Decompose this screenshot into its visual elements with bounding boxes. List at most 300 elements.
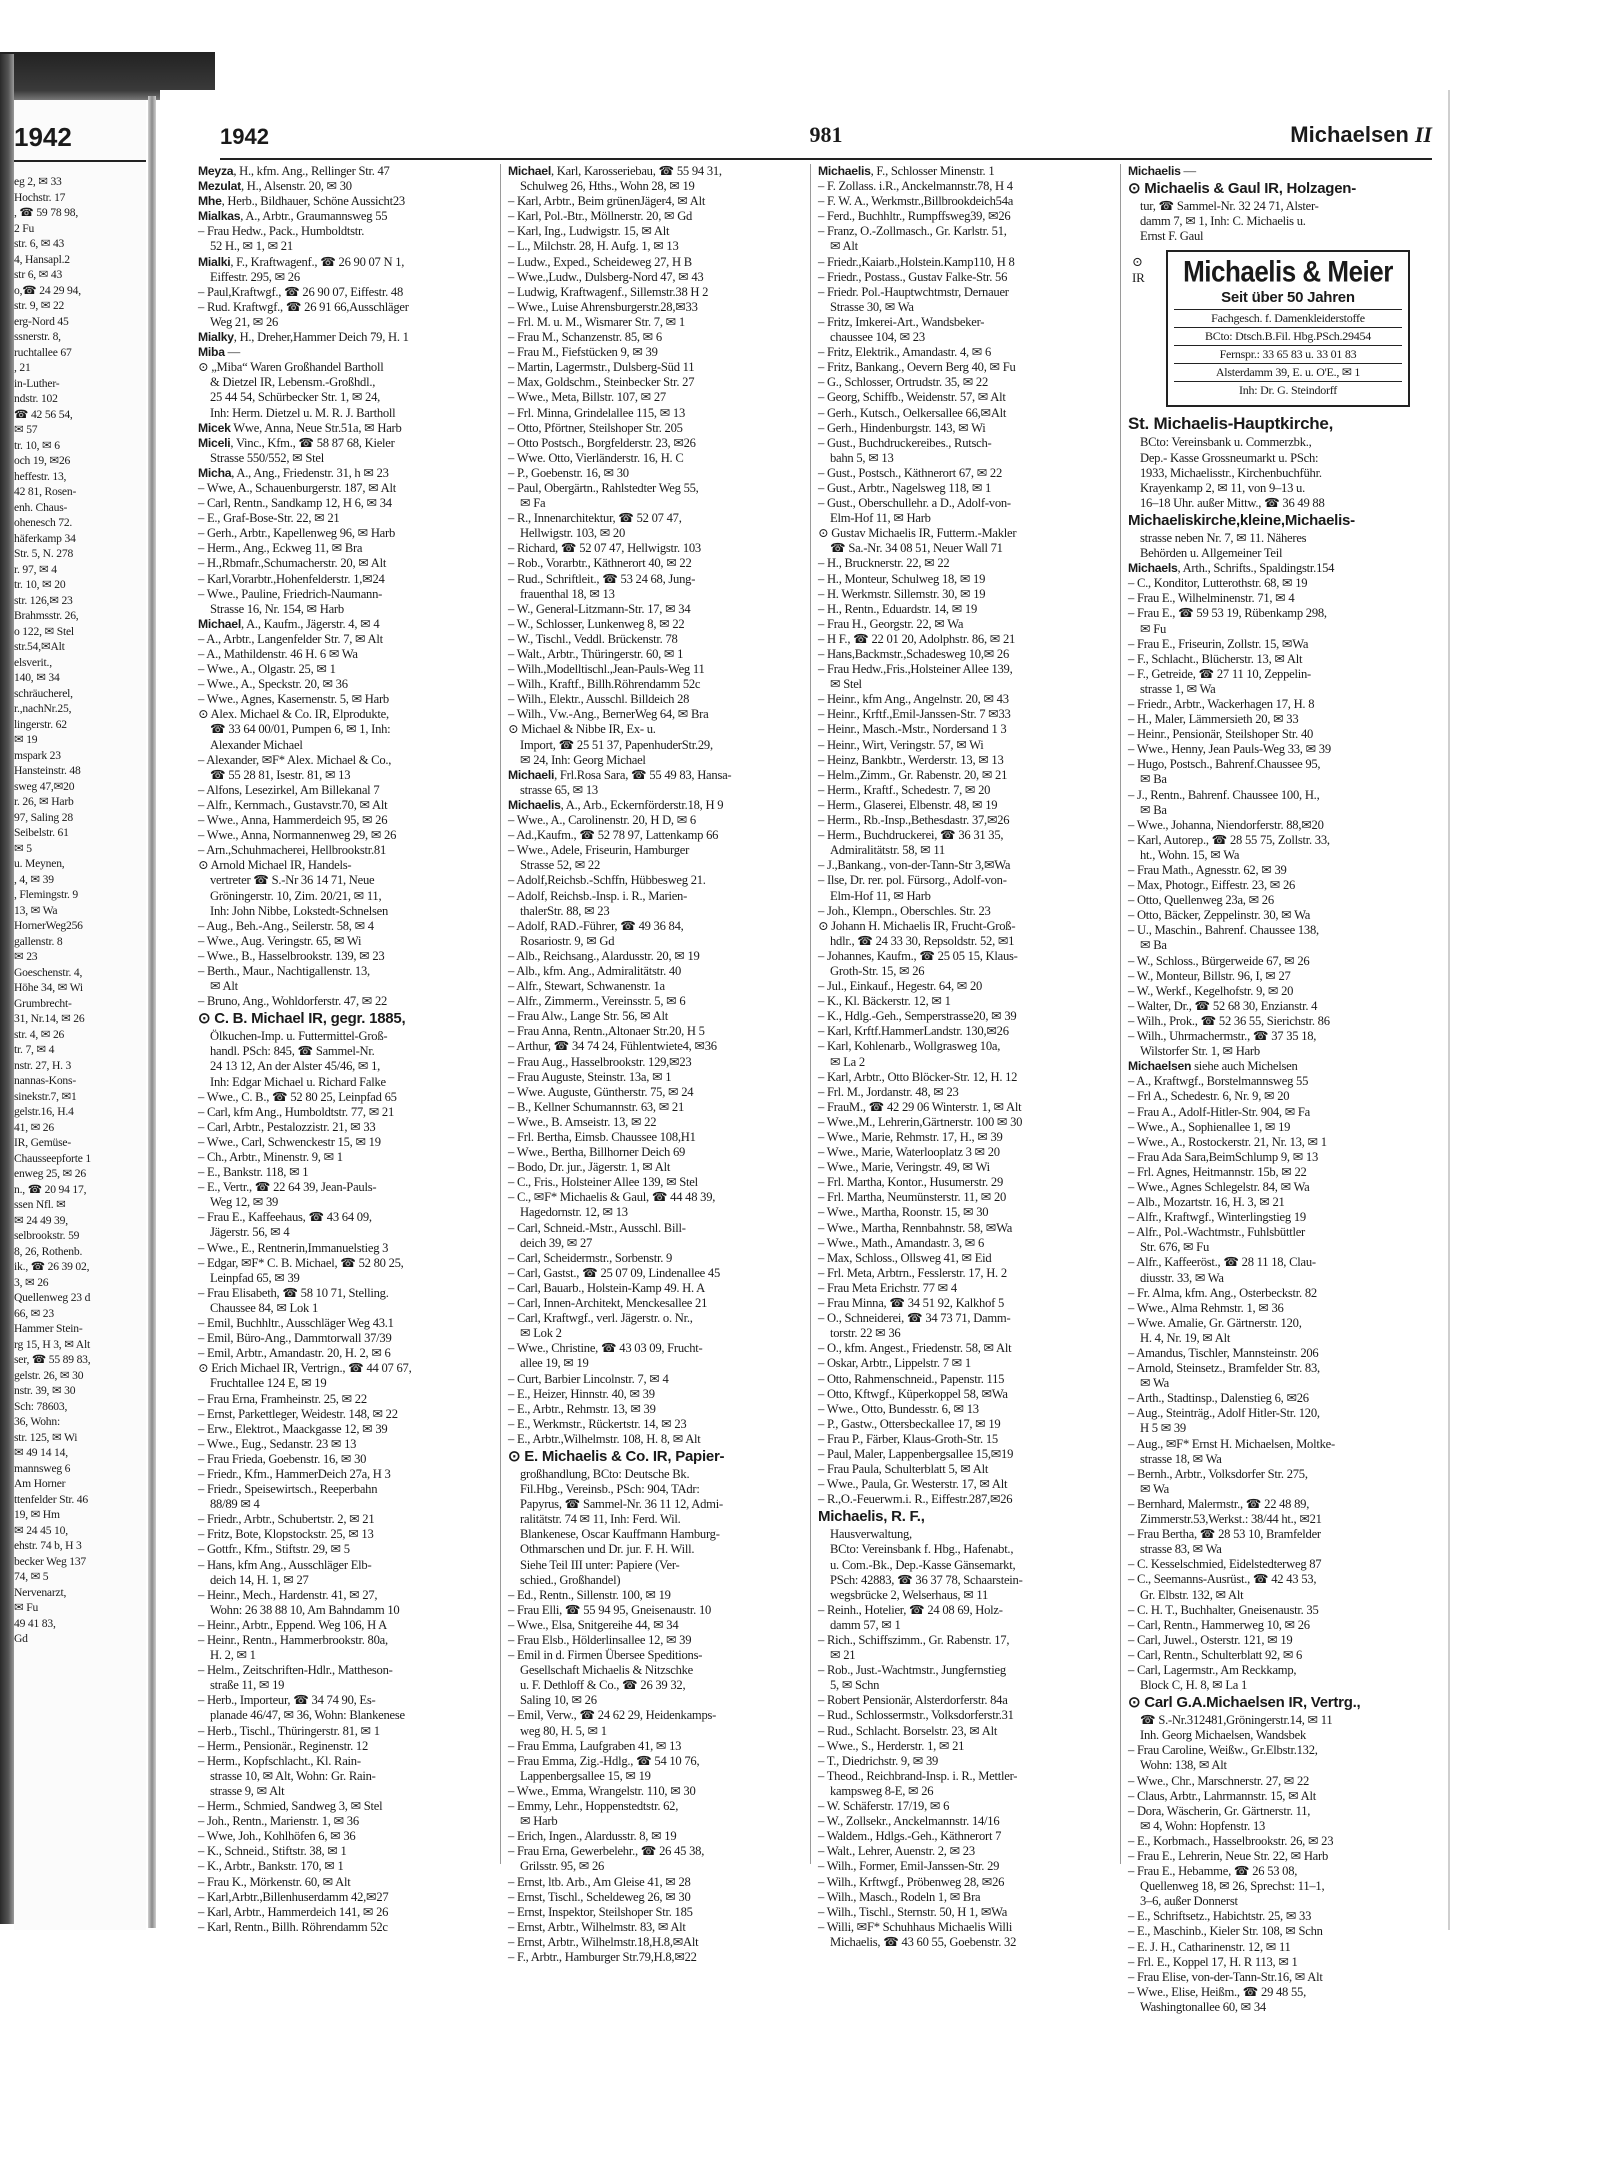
directory-entry: ☎ Sa.-Nr. 34 08 51, Neuer Wall 71 bbox=[830, 541, 1003, 556]
directory-entry: – W., Schloss., Bürgerweide 67, ✉ 26 bbox=[1128, 953, 1310, 968]
directory-entry: – Alfr., Kaffeeröst., ☎ 28 11 18, Clau- bbox=[1128, 1255, 1316, 1270]
entry-details: — bbox=[1180, 164, 1196, 178]
directory-entry: Fil.Hbg., Vereinsb., PSch: 904, TAdr: bbox=[520, 1482, 700, 1497]
directory-entry: – Frau Hedw.,Fris.,Holsteiner Allee 139, bbox=[818, 662, 1013, 677]
volume-numeral: II bbox=[1414, 122, 1432, 147]
directory-entry: – Frau Erna, Framheinstr. 25, ✉ 22 bbox=[198, 1391, 367, 1406]
directory-entry: – Frau Minna, ☎ 34 51 92, Kalkhof 5 bbox=[818, 1296, 1005, 1311]
directory-entry: – Georg, Schiffb., Weidenstr. 57, ✉ Alt bbox=[818, 390, 1006, 405]
directory-entry: planade 46/47, ✉ 36, Wohn: Blankenese bbox=[210, 1708, 405, 1723]
previous-page-line: erg-Nord 45 bbox=[14, 314, 69, 328]
directory-entry: – Theod., Reichbrand-Insp. i. R., Mettler- bbox=[818, 1768, 1018, 1783]
directory-entry: – Arn.,Schuhmacherei, Hellbrookstr.81 bbox=[198, 843, 387, 858]
directory-entry: – Wwe., Adele, Friseurin, Hamburger bbox=[508, 843, 690, 858]
previous-page-line: häferkamp 34 bbox=[14, 531, 76, 545]
directory-entry: torstr. 22 ✉ 36 bbox=[830, 1326, 901, 1341]
entry-surname: Michaels bbox=[1128, 561, 1178, 576]
directory-entry: ⊙ Erich Michael IR, Vertrign., ☎ 44 07 67, bbox=[198, 1361, 412, 1376]
directory-entry: ✉ Fu bbox=[1140, 621, 1167, 636]
directory-entry: Str. 676, ✉ Fu bbox=[1140, 1240, 1209, 1255]
directory-entry: – Alfr., Zimmerm., Vereinsstr. 5, ✉ 6 bbox=[508, 994, 686, 1009]
directory-entry: – Wilh., Former, Emil-Janssen-Str. 29 bbox=[818, 1859, 1000, 1874]
directory-entry: – Frau E., Lehrerin, Neue Str. 22, ✉ Harb bbox=[1128, 1849, 1329, 1863]
directory-entry: – Paul, Obergärtn., Rahlstedter Weg 55, bbox=[508, 480, 699, 495]
directory-entry: – Wwe., A., Rostockerstr. 21, Nr. 13, ✉ 1 bbox=[1128, 1134, 1327, 1149]
directory-entry: ✉ Fa bbox=[520, 496, 546, 511]
directory-entry: – Frau Elisabeth, ☎ 58 10 71, Stelling. bbox=[198, 1285, 389, 1300]
directory-entry: – Heinr., Rentn., Hammerbrookstr. 80a, bbox=[198, 1633, 388, 1647]
directory-entry: – Reinh., Hotelier, ☎ 24 08 69, Holz- bbox=[818, 1602, 1003, 1617]
previous-page-line: str.54,✉Alt bbox=[14, 640, 65, 653]
directory-entry: H. 4, Nr. 19, ✉ Alt bbox=[1140, 1330, 1231, 1345]
previous-page-line: str 6, ✉ 43 bbox=[14, 268, 63, 281]
previous-page-line: u. Meynen, bbox=[14, 857, 65, 870]
directory-entry: – E., Vertr., ☎ 22 64 39, Jean-Pauls- bbox=[198, 1180, 377, 1195]
directory-entry: – Johannes, Kaufm., ☎ 25 05 15, Klaus- bbox=[818, 948, 1018, 963]
column-2 bbox=[508, 164, 802, 1964]
directory-entry: – Frau E., Kaffeehaus, ☎ 43 64 09, bbox=[198, 1210, 372, 1225]
directory-entry: – Ch., Arbtr., Minenstr. 9, ✉ 1 bbox=[198, 1150, 343, 1164]
directory-entry: – Ernst, Arbtr., Wilhelmstr. 83, ✉ Alt bbox=[508, 1919, 686, 1934]
previous-page-line: r. 97, ✉ 4 bbox=[14, 562, 57, 576]
previous-page-line: nannas-Kons- bbox=[14, 1074, 76, 1087]
directory-entry: – Frau K., Mörkenstr. 60, ✉ Alt bbox=[198, 1874, 351, 1889]
directory-entry: – Carl, Bauarb., Holstein-Kamp 49. H. A bbox=[508, 1280, 705, 1295]
previous-page-line: Hansteinstr. 48 bbox=[14, 764, 81, 777]
previous-page-line: lingerstr. 62 bbox=[14, 717, 67, 731]
directory-entry: Admiralitätstr. 58, ✉ 11 bbox=[830, 843, 945, 858]
previous-page-line: ✉ Fu bbox=[14, 1601, 39, 1614]
directory-entry: Ernst F. Gaul bbox=[1140, 229, 1204, 244]
directory-entry: Import, ☎ 25 51 37, PapenhuderStr.29, bbox=[520, 737, 713, 752]
previous-page-line: , 4, ✉ 39 bbox=[14, 872, 54, 886]
directory-entry: – Heinr., Masch.-Mstr., Nordersand 1 3 bbox=[818, 722, 1007, 737]
directory-entry: – Walt., Lehrer, Auenstr. 2, ✉ 23 bbox=[818, 1844, 975, 1859]
directory-entry: – Ilse, Dr. rer. pol. Fürsorg., Adolf-von- bbox=[818, 873, 1007, 888]
directory-entry: – Wwe., Marie, Veringstr. 49, ✉ Wi bbox=[818, 1160, 990, 1175]
directory-entry: – Franz, O.-Zollmasch., Gr. Karlstr. 51, bbox=[818, 224, 1007, 239]
directory-entry: – Frau H., Georgstr. 22, ✉ Wa bbox=[818, 616, 964, 631]
directory-entry: – Frl. Martha, Neumünsterstr. 11, ✉ 20 bbox=[818, 1190, 1007, 1205]
previous-page-line: 140, ✉ 34 bbox=[14, 671, 60, 684]
directory-entry: – Berth., Maur., Nachtigallenstr. 13, bbox=[198, 963, 370, 978]
directory-entry: Michaelis, ☎ 43 60 55, Goebenstr. 32 bbox=[830, 1934, 1017, 1949]
directory-entry: – Ludw., Exped., Scheideweg 27, H B bbox=[508, 254, 692, 269]
directory-entry: – Herb., Tischl., Thüringerstr. 81, ✉ 1 bbox=[198, 1723, 380, 1738]
directory-entry: – Arthur, ☎ 34 74 24, Fühlentwiete4, ✉36 bbox=[508, 1039, 717, 1054]
directory-entry: wegsbrücke 2, Welserhaus, ✉ 11 bbox=[830, 1587, 989, 1602]
firm-heading: ⊙ C. B. Michael IR, gegr. 1885, bbox=[198, 1010, 406, 1028]
directory-entry: – Herm., Pensionär., Reginenstr. 12 bbox=[198, 1738, 368, 1753]
directory-entry: – K., Kl. Bäckerstr. 12, ✉ 1 bbox=[818, 994, 951, 1009]
entry-surname: Michael bbox=[508, 164, 551, 178]
previous-page-line: heffestr. 13, bbox=[14, 469, 67, 483]
directory-entry: Inh: Herm. Dietzel u. M. R. J. Bartholl bbox=[210, 405, 396, 420]
directory-entry: – Gust., Buchdruckereibes., Rutsch- bbox=[818, 435, 992, 450]
directory-entry: – Wwe., A., Sophienallee 1, ✉ 19 bbox=[1128, 1119, 1291, 1134]
directory-entry-head bbox=[1128, 561, 1422, 576]
ad-marker bbox=[1132, 254, 1145, 286]
directory-entry: – Frau E., Wilhelminenstr. 71, ✉ 4 bbox=[1128, 591, 1295, 606]
directory-entry: – Friedr., Postass., Gustav Falke-Str. 56 bbox=[818, 269, 1008, 284]
previous-page-line: tr. 10, ✉ 20 bbox=[14, 578, 66, 591]
directory-entry: 5, ✉ Schn bbox=[830, 1678, 880, 1693]
directory-entry: – Frau Elli, ☎ 55 94 95, Gneisenaustr. 10 bbox=[508, 1602, 712, 1617]
previous-page-line: str. 126,✉ 23 bbox=[14, 593, 73, 607]
directory-entry: Othmarschen und Dr. jur. F. H. Will. bbox=[520, 1542, 695, 1557]
previous-page-line: Seibelstr. 61 bbox=[14, 826, 69, 839]
directory-entry: – Emil, Büro-Ang., Dammtorwall 37/39 bbox=[198, 1331, 392, 1346]
directory-entry: thalerStr. 88, ✉ 23 bbox=[520, 903, 610, 918]
directory-entry: – Frau Meta Erichstr. 77 ✉ 4 bbox=[818, 1280, 957, 1295]
previous-page-line: Grumbrecht- bbox=[14, 996, 72, 1010]
directory-entry: – Herm., Glaserei, Elbenstr. 48, ✉ 19 bbox=[818, 797, 998, 812]
directory-entry: – Herm., Kopfschlacht., Kl. Rain- bbox=[198, 1753, 361, 1768]
directory-entry: – Gust., Arbtr., Nagelsweg 118, ✉ 1 bbox=[818, 480, 992, 495]
directory-entry: – Carl, Rentn., Schulterblatt 92, ✉ 6 bbox=[1128, 1647, 1303, 1662]
directory-entry: – Rud., Schlacht. Borselstr. 23, ✉ Alt bbox=[818, 1723, 998, 1738]
column-divider bbox=[500, 164, 501, 1864]
directory-entry: – Wwe., Luise Ahrensburgerstr.28,✉33 bbox=[508, 299, 698, 314]
directory-entry: 24 13 12, An der Alster 45/46, ✉ 1, bbox=[210, 1059, 381, 1074]
directory-entry: strasse 1, ✉ Wa bbox=[1140, 681, 1216, 696]
directory-entry: Strasse 52, ✉ 22 bbox=[520, 858, 601, 873]
directory-entry: – Emil, Verw., ☎ 24 62 29, Heidenkamps- bbox=[508, 1708, 717, 1723]
directory-entry: – Carl, Arbtr., Pestalozzistr. 21, ✉ 33 bbox=[198, 1119, 376, 1134]
directory-entry: – Karl, Ing., Ludwigstr. 15, ✉ Alt bbox=[508, 224, 670, 239]
directory-entry-head bbox=[508, 164, 802, 179]
previous-page-line: Gd bbox=[14, 1632, 28, 1645]
directory-entry: – Adolf, RAD.-Führer, ☎ 49 36 84, bbox=[508, 918, 684, 933]
directory-entry: Wohn: 138, ✉ Alt bbox=[1140, 1758, 1227, 1773]
directory-entry: – F., Getreide, ☎ 27 11 10, Zeppelin- bbox=[1128, 666, 1311, 681]
directory-entry: ✉ Lok 2 bbox=[520, 1326, 562, 1341]
directory-entry: – Paul,Kraftwgf., ☎ 26 90 07, Eiffestr. 48 bbox=[198, 284, 404, 299]
previous-page-line: 4, Hansapl.2 bbox=[14, 252, 70, 266]
directory-entry: – O., Schneiderei, ☎ 34 73 71, Damm- bbox=[818, 1311, 1011, 1326]
directory-entry: – Karl, Autorep., ☎ 28 55 75, Zollstr. 33, bbox=[1128, 832, 1330, 847]
directory-entry: – Heinr., Pensionär, Steilshoper Str. 40 bbox=[1128, 727, 1314, 742]
directory-entry: ⊙ Alex. Michael & Co. IR, Elprodukte, bbox=[198, 707, 389, 722]
running-title-text: Michaelsen bbox=[1290, 122, 1409, 147]
entry-surname: Micek bbox=[198, 420, 231, 435]
directory-entry: strasse 18, ✉ Wa bbox=[1140, 1451, 1222, 1466]
directory-entry: – Frl A., Schedestr. 6, Nr. 9, ✉ 20 bbox=[1128, 1089, 1290, 1104]
header-rule bbox=[220, 158, 1432, 160]
previous-page-line: ehstr. 74 b, H 3 bbox=[14, 1539, 82, 1552]
previous-page-line: ✉ 24 45 10, bbox=[14, 1523, 68, 1537]
previous-page-line: enh. Chaus- bbox=[14, 500, 68, 514]
previous-page-line: , ☎ 59 78 98, bbox=[14, 206, 79, 219]
directory-entry: straße 11, ✉ 19 bbox=[210, 1678, 285, 1693]
directory-entry: – G., Schlosser, Ortrudstr. 35, ✉ 22 bbox=[818, 375, 989, 390]
previous-page-line: sinekstr.7, ✉1 bbox=[14, 1089, 77, 1103]
page-header bbox=[220, 120, 1432, 154]
previous-page-line: Nervenarzt, bbox=[14, 1585, 67, 1599]
entry-surname: Mialkas bbox=[198, 209, 241, 224]
directory-entry: – Ludwig, Kraftwagenf., Sillemstr.38 H 2 bbox=[508, 284, 709, 299]
directory-entry: – Frau Hedw., Pack., Humboldtstr. bbox=[198, 224, 365, 239]
directory-entry: – Ed., Rentn., Sillenstr. 100, ✉ 19 bbox=[508, 1587, 671, 1602]
directory-entry: – Heinr., Mech., Hardenstr. 41, ✉ 27, bbox=[198, 1587, 378, 1602]
previous-page-line: 49 41 83, bbox=[14, 1616, 56, 1630]
directory-entry: – Gerh., Hindenburgstr. 143, ✉ Wi bbox=[818, 420, 986, 435]
directory-entry: – Frl. Meta, Arbtrn., Fesslerstr. 17, H. 2 bbox=[818, 1265, 1007, 1280]
directory-entry: – Frau Frieda, Goebenstr. 16, ✉ 30 bbox=[198, 1451, 367, 1466]
directory-entry: – C. Kesselschmied, Eidelstedterweg 87 bbox=[1128, 1557, 1322, 1572]
directory-entry: – Gust., Postsch., Käthnerort 67, ✉ 22 bbox=[818, 465, 1002, 480]
directory-entry: – Heinz, Bankbtr., Werderstr. 13, ✉ 13 bbox=[818, 752, 1004, 767]
directory-entry: – Gottfr., Kfm., Stiftstr. 29, ✉ 5 bbox=[198, 1542, 350, 1557]
directory-entry: – Wwe., Martha, Rennbahnstr. 58, ✉Wa bbox=[818, 1220, 1013, 1235]
directory-entry: – Emil, Arbtr., Amandastr. 20, H. 2, ✉ 6 bbox=[198, 1346, 391, 1361]
entry-surname: Mialky bbox=[198, 330, 234, 345]
directory-entry: Strasse 16, Nr. 154, ✉ Harb bbox=[210, 601, 344, 616]
entry-surname: Miba bbox=[198, 345, 225, 360]
directory-entry: – Bodo, Dr. jur., Jägerstr. 1, ✉ Alt bbox=[508, 1160, 671, 1175]
previous-page-rule bbox=[14, 160, 146, 162]
firm-heading: ⊙ Michaelis & Gaul IR, Holzagen- bbox=[1128, 180, 1356, 198]
directory-entry: – Oskar, Arbtr., Lippelstr. 7 ✉ 1 bbox=[818, 1356, 971, 1371]
directory-entry: – P., Gastw., Ottersbeckallee 17, ✉ 19 bbox=[818, 1416, 1001, 1431]
directory-entry: – E., Korbmach., Hasselbrookstr. 26, ✉ 23 bbox=[1128, 1833, 1334, 1848]
directory-entry-head bbox=[198, 421, 492, 436]
directory-entry: – Carl, Schneid.-Mstr., Ausschl. Bill- bbox=[508, 1220, 686, 1235]
directory-entry: Elm-Hof 11, ✉ Harb bbox=[830, 888, 931, 903]
directory-entry: – Wwe., Agnes Schlegelstr. 84, ✉ Wa bbox=[1128, 1179, 1310, 1194]
directory-entry: – C., Konditor, Lutterothstr. 68, ✉ 19 bbox=[1128, 576, 1308, 591]
directory-entry: – Frl. Bertha, Eimsb. Chaussee 108,H1 bbox=[508, 1130, 696, 1144]
directory-entry: – Friedr., Speisewirtsch., Reeperbahn bbox=[198, 1482, 378, 1497]
directory-entry: – Wwe. Amalie, Gr. Gärtnerstr. 120, bbox=[1128, 1315, 1302, 1330]
directory-entry: & Dietzel IR, Lebensm.-Großhdl., bbox=[210, 375, 376, 390]
directory-entry: 25 44 54, Schürbecker Str. 1, ✉ 24, bbox=[210, 390, 381, 405]
directory-entry: – Wwe., Bertha, Billhorner Deich 69 bbox=[508, 1145, 686, 1160]
directory-entry: – Herm., Buchdruckerei, ☎ 36 31 35, bbox=[818, 828, 1004, 843]
entry-details: , H., Alsenstr. 20, ✉ 30 bbox=[240, 179, 352, 194]
directory-entry: – Rob., Just.-Wachtmstr., Jungfernstieg bbox=[818, 1663, 1006, 1678]
directory-entry: – Heinr., Krftf.,Emil-Janssen-Str. 7 ✉33 bbox=[818, 707, 1011, 722]
directory-entry: – Wwe., Carl, Schwenckestr 15, ✉ 19 bbox=[198, 1134, 381, 1149]
directory-entry: – Karl, Kohlenarb., Wollgrasweg 10a, bbox=[818, 1039, 1001, 1054]
directory-entry-head bbox=[198, 255, 492, 270]
directory-entry: – FrauM., ☎ 42 29 06 Winterstr. 1, ✉ Alt bbox=[818, 1099, 1022, 1114]
directory-entry: – Wwe., Anna, Hammerdeich 95, ✉ 26 bbox=[198, 813, 388, 828]
directory-entry: – Wwe., Martha, Roonstr. 15, ✉ 30 bbox=[818, 1205, 989, 1220]
ad-line: Alsterdamm 39, E. u. O'E., ✉ 1 bbox=[1174, 363, 1402, 381]
previous-page-line: selbrookstr. 59 bbox=[14, 1229, 80, 1242]
directory-entry: Hagedornstr. 12, ✉ 13 bbox=[520, 1205, 628, 1220]
previous-page-line: ruchtallee 67 bbox=[14, 345, 72, 359]
directory-entry: – Frl. E., Koppel 17, H. R 113, ✉ 1 bbox=[1128, 1954, 1298, 1969]
directory-entry: – Edgar, ✉F* C. B. Michael, ☎ 52 80 25, bbox=[198, 1255, 404, 1270]
directory-entry: – Frau Ada Sara,BeimSchlump 9, ✉ 13 bbox=[1128, 1149, 1318, 1164]
previous-page-line: Str. 5, N. 278 bbox=[14, 547, 74, 560]
previous-page-line: ohenesch 72. bbox=[14, 516, 73, 529]
directory-entry: – Joh., Klempn., Oberschles. Str. 23 bbox=[818, 903, 991, 918]
directory-entry: ✉ Alt bbox=[210, 979, 238, 994]
directory-entry: – Walter, Dr., ☎ 52 68 30, Enzianstr. 4 bbox=[1128, 998, 1318, 1013]
directory-entry: – Wwe., Christine, ☎ 43 03 09, Frucht- bbox=[508, 1341, 703, 1356]
directory-entry: – Hans,Backmstr.,Schadesweg 10,✉ 26 bbox=[818, 647, 1010, 661]
directory-entry: ✉ 21 bbox=[830, 1648, 856, 1663]
previous-page-line: ✉ 19 bbox=[14, 733, 38, 746]
directory-entry: – Herm., Schmied, Sandweg 3, ✉ Stel bbox=[198, 1799, 383, 1814]
directory-entry: – P., Goebenstr. 16, ✉ 30 bbox=[508, 465, 629, 480]
directory-entry: Schulweg 26, Hths., Wohn 28, ✉ 19 bbox=[520, 179, 695, 194]
directory-entry: – L., Milchstr. 28, H. Aufg. 1, ✉ 13 bbox=[508, 239, 679, 254]
directory-entry: – O., kfm. Angest., Friedenstr. 58, ✉ Alt bbox=[818, 1341, 1012, 1356]
directory-entry: – Karl,Arbtr.,Billenhuserdamm 42,✉27 bbox=[198, 1889, 389, 1904]
previous-page-line: 13, ✉ Wa bbox=[14, 903, 58, 917]
directory-entry: – Waldem., Hdlgs.-Geh., Käthnerort 7 bbox=[818, 1829, 1002, 1844]
directory-entry: Weg 21, ✉ 26 bbox=[210, 314, 279, 329]
directory-entry: – Alfons, Lesezirkel, Am Billekanal 7 bbox=[198, 782, 380, 797]
directory-entry: Alexander Michael bbox=[210, 737, 303, 752]
previous-page-line: becker Weg 137 bbox=[14, 1554, 87, 1568]
directory-entry: Papyrus, ☎ Sammel-Nr. 36 11 12, Admi- bbox=[520, 1497, 723, 1512]
directory-entry: – Amandus, Tischler, Mannsteinstr. 206 bbox=[1128, 1346, 1319, 1360]
entry-details: , H., kfm. Ang., Rellinger Str. 47 bbox=[233, 164, 390, 178]
directory-entry: Fruchtallee 124 E, ✉ 19 bbox=[210, 1376, 327, 1391]
column-divider bbox=[810, 164, 811, 1864]
directory-entry: – R., Innenarchitektur, ☎ 52 07 47, bbox=[508, 511, 682, 526]
directory-entry: – Ad.,Kaufm., ☎ 52 78 97, Lattenkamp 66 bbox=[508, 828, 719, 843]
directory-entry: – E., Maschinb., Kieler Str. 108, ✉ Schn bbox=[1128, 1924, 1323, 1939]
previous-page-line: Chausseepforte 1 bbox=[14, 1151, 91, 1165]
directory-entry: ✉ Stel bbox=[830, 677, 862, 692]
directory-entry-head bbox=[198, 617, 492, 632]
book-gutter bbox=[148, 96, 156, 1928]
directory-entry: – K., Arbtr., Bankstr. 170, ✉ 1 bbox=[198, 1859, 344, 1874]
section-heading: St. Michaelis-Hauptkirche, bbox=[1128, 414, 1334, 434]
directory-entry: – Herm., Ang., Eckweg 11, ✉ Bra bbox=[198, 541, 363, 556]
directory-entry: – Wilh., Vw.-Ang., BernerWeg 64, ✉ Bra bbox=[508, 707, 709, 722]
previous-page-line: Quellenweg 23 d bbox=[14, 1291, 91, 1304]
directory-entry: PSch: 42883, ☎ 36 37 78, Schaarstein- bbox=[830, 1572, 1023, 1587]
directory-entry: Weg 12, ✉ 39 bbox=[210, 1195, 279, 1210]
directory-entry: – J., Rentn., Bahrenf. Chaussee 100, H., bbox=[1128, 787, 1320, 802]
directory-entry: diusstr. 33, ✉ Wa bbox=[1140, 1270, 1224, 1285]
directory-entry: – H., Maler, Lämmersieth 20, ✉ 33 bbox=[1128, 712, 1299, 727]
directory-entry: allee 19, ✉ 19 bbox=[520, 1356, 589, 1371]
directory-entry: ✉ Wa bbox=[1140, 1376, 1169, 1391]
directory-entry: – Karl, Arbtr., Hammerdeich 141, ✉ 26 bbox=[198, 1904, 389, 1919]
directory-entry: – E., Graf-Bose-Str. 22, ✉ 21 bbox=[198, 511, 340, 526]
directory-entry: Lappenbergsallee 15, ✉ 19 bbox=[520, 1768, 651, 1783]
directory-entry: – Wwe., Alma Rehmstr. 1, ✉ 36 bbox=[1128, 1300, 1284, 1315]
directory-entry: – Wwe., E., Rentnerin,Immanuelstieg 3 bbox=[198, 1240, 389, 1255]
previous-page-line: mannsweg 6 bbox=[14, 1461, 71, 1475]
directory-entry: 52 H., ✉ 1, ✉ 21 bbox=[210, 239, 293, 254]
directory-entry: – Arnold, Steinsetz., Bramfelder Str. 83, bbox=[1128, 1361, 1320, 1376]
previous-page-line: in-Luther- bbox=[14, 376, 60, 390]
directory-entry: – J.,Bankang., von-der-Tann-Str 3,✉Wa bbox=[818, 858, 1011, 873]
directory-entry: – Aug., Beh.-Ang., Seilerstr. 58, ✉ 4 bbox=[198, 918, 374, 933]
directory-entry: – Alfr., Stewart, Schwanenstr. 1a bbox=[508, 979, 665, 994]
column-3 bbox=[818, 164, 1112, 1949]
directory-entry: ☎ 55 28 81, Isestr. 81, ✉ 13 bbox=[210, 767, 351, 782]
previous-page-line: schräucherel, bbox=[14, 686, 73, 700]
directory-entry: – F. W. A., Werkmstr.,Billbrookdeich54a bbox=[818, 194, 1014, 209]
directory-entry: – E., Arbtr.,Wilhelmstr. 108, H. 8, ✉ Alt bbox=[508, 1431, 701, 1446]
directory-entry: – Frau Erna, Gewerbelehr., ☎ 26 45 38, bbox=[508, 1844, 705, 1859]
directory-entry: – Adolf,Reichsb.-Schffn, Hübbesweg 21. bbox=[508, 873, 706, 888]
directory-entry: strasse neben Nr. 7, ✉ 11. Näheres bbox=[1140, 530, 1307, 545]
directory-entry: – Frau P., Färber, Klaus-Groth-Str. 15 bbox=[818, 1431, 998, 1446]
directory-entry: – Bernh., Arbtr., Volksdorfer Str. 275, bbox=[1128, 1466, 1308, 1481]
directory-entry-head bbox=[198, 330, 492, 345]
directory-entry: – Wwe., Elsa, Snitgereihe 44, ✉ 34 bbox=[508, 1617, 679, 1632]
directory-entry: Siehe Teil III unter: Papiere (Ver- bbox=[520, 1557, 680, 1572]
entry-details: , Karl, Karosseriebau, ☎ 55 94 31, bbox=[550, 164, 722, 178]
directory-entry: – Wilh., Tischl., Sternstr. 50, H 1, ✉Wa bbox=[818, 1904, 1008, 1919]
entry-surname: Michaelsen bbox=[1128, 1059, 1192, 1074]
directory-entry: Zimmerstr.53,Werkst.: 38/44 ht., ✉21 bbox=[1140, 1512, 1322, 1527]
directory-entry: – Ernst, ltb. Arb., Am Gleise 41, ✉ 28 bbox=[508, 1874, 691, 1889]
directory-entry: – Alb., kfm. Ang., Admiralitätstr. 40 bbox=[508, 963, 682, 978]
previous-page-line: Goeschenstr. 4, bbox=[14, 965, 83, 979]
directory-entry: Groth-Str. 15, ✉ 26 bbox=[830, 963, 925, 978]
directory-entry: – Ferd., Buchhltr., Rumpffsweg39, ✉26 bbox=[818, 209, 1011, 224]
entry-surname: Mhe bbox=[198, 194, 222, 209]
page-number: 981 bbox=[809, 122, 843, 147]
directory-entry: Washingtonallee 60, ✉ 34 bbox=[1140, 1999, 1266, 2014]
entry-surname: Michaeli bbox=[508, 767, 555, 782]
directory-entry: – Wwe., Pauline, Friedrich-Naumann- bbox=[198, 586, 383, 601]
ad-subtitle: Seit über 50 Jahren bbox=[1221, 289, 1355, 307]
previous-page-line: 19, ✉ Hm bbox=[14, 1508, 60, 1521]
directory-entry-head bbox=[198, 179, 492, 194]
directory-entry: Behörden u. Allgemeiner Teil bbox=[1140, 546, 1283, 561]
directory-entry: – Carl, Gastst., ☎ 25 07 09, Lindenallee 45 bbox=[508, 1265, 720, 1280]
directory-entry: – Frau E., Friseurin, Zollstr. 15, ✉Wa bbox=[1128, 636, 1309, 651]
directory-entry: – E., Heizer, Hinnstr. 40, ✉ 39 bbox=[508, 1386, 655, 1401]
entry-surname: Michaelis bbox=[508, 797, 561, 812]
previous-page-line: ser, ☎ 55 89 83, bbox=[14, 1353, 91, 1366]
directory-entry: – Frl. Agnes, Heitmannstr. 15b, ✉ 22 bbox=[1128, 1164, 1307, 1179]
directory-entry: – Rud., Schlossermstr., Volksdorferstr.31 bbox=[818, 1708, 1014, 1723]
directory-entry: – Carl, Lagermstr., Am Reckkamp, bbox=[1128, 1662, 1297, 1677]
directory-entry: ⊙ Gustav Michaelis IR, Futterm.-Makler bbox=[818, 526, 1017, 541]
directory-entry: – F. Zollass. i.R., Anckelmannstr.78, H 4 bbox=[818, 179, 1013, 194]
directory-entry: – H.,Rbmafr.,Schumacherstr. 20, ✉ Alt bbox=[198, 556, 387, 571]
directory-entry: H. 2, ✉ 1 bbox=[210, 1648, 256, 1663]
directory-entry: – Wilh., Prok., ☎ 52 36 55, Sierichstr. 86 bbox=[1128, 1013, 1330, 1028]
previous-page-line: Am Horner bbox=[14, 1477, 66, 1490]
directory-page bbox=[160, 90, 1448, 2014]
directory-entry: ✉ 4, Wohn: Hopfenstr. 13 bbox=[1140, 1818, 1266, 1833]
column-divider bbox=[1120, 164, 1121, 1864]
directory-entry-head bbox=[198, 194, 492, 209]
previous-page-line: rg 15, H 3, ✉ Alt bbox=[14, 1337, 90, 1351]
directory-entry: – K., Hdlg.-Geh., Semperstrasse20, ✉ 39 bbox=[818, 1009, 1017, 1024]
directory-entry: – Wwe., Agnes, Kasernenstr. 5, ✉ Harb bbox=[198, 692, 389, 707]
advertisement bbox=[1128, 250, 1422, 407]
directory-entry: – W., Monteur, Billstr. 96, I, ✉ 27 bbox=[1128, 968, 1291, 983]
previous-page-line: n., ☎ 20 94 17, bbox=[14, 1182, 87, 1196]
directory-entry: – Herm., Rb.-Insp.,Bethesdastr. 37,✉26 bbox=[818, 813, 1010, 828]
directory-entry: – Wwe., Meta, Billstr. 107, ✉ 27 bbox=[508, 390, 666, 405]
directory-entry: – U., Maschin., Bahrenf. Chaussee 138, bbox=[1128, 923, 1319, 938]
directory-entry: – Fritz, Bankang., Oevern Berg 40, ✉ Fu bbox=[818, 360, 1016, 375]
directory-entry: – T., Diedrichstr. 9, ✉ 39 bbox=[818, 1753, 939, 1768]
directory-entry: – Emil, Buchhltr., Ausschläger Weg 43.1 bbox=[198, 1316, 394, 1331]
directory-entry: – H., Brucknerstr. 22, ✉ 22 bbox=[818, 556, 950, 571]
directory-entry: – E., Werkmstr., Rückertstr. 14, ✉ 23 bbox=[508, 1416, 687, 1431]
directory-entry: – Frl. M., Jordanstr. 48, ✉ 23 bbox=[818, 1084, 959, 1099]
directory-entry: – Friedr., Kfm., HammerDeich 27a, H 3 bbox=[198, 1466, 391, 1481]
